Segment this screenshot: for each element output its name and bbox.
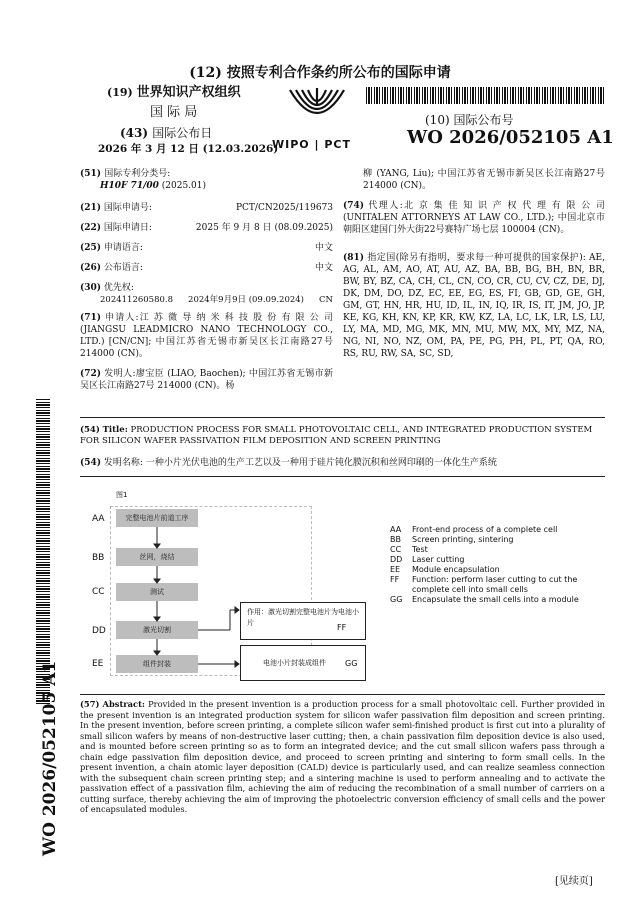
pubdate-block [120,124,212,141]
pubdate-label: 国际公布日 [152,126,213,140]
legend-item: CC Test [390,545,428,554]
field-51: (51) 国际专利分类号: [80,169,171,179]
abstract: (57) Abstract: Provided in the present invention is a production process for a small photovoltaic cell. Further provided in the present invention is an integrated production system for silicon wafer passivation film deposition and screen printing. In the present invention, before screen printing, a complete silicon wafer semi-finished product is first cut into a plurality of small silicon wafers by means of non-destructive laser cutting; then, a chain passivation film deposition device is also used, and is mounted before screen printing so as to form an integrated device; and the cut small silicon wafers pass through a chain edge passivation film deposition device, and proceed to screen printing and sintering to form small cells. In the present invention, a chain atomic layer deposition (CALD) device is particularly used, and can realize seamless connection with the subsequent chain screen printing step; and a sintering machine is used to perform annealing and to activate the passivation effect of a passivation film, achieving the aim of reducing the recombination of a small number of carriers on a cutting surface, thereby achieving the aim of improving the photoelectric conversion efficiency of small cells and the power of encapsulated modules. [80,699,605,814]
field-74: (74) 代理人:北 京 集 佳 知 识 产 权 代 理 有 限 公 司 (UNITALEN ATTORNEYS AT LAW CO., LTD.); 中国北京市朝阳区建国门外大街22号赛特广场七层 100004 (CN)。 [343,201,605,235]
field-72: (72) 发明人:廖宝臣 (LIAO, Baochen); 中国江苏省无锡市新吴区长江南路27号 214000 (CN)。杨 [80,369,333,391]
step-bb-box: 丝网，烧结 [116,548,198,566]
title-top-rule [80,417,605,418]
step-ee-code: EE [92,659,104,669]
wipo-pct-text: WIPO | PCT [272,138,351,151]
document-header-title: (12) 按照专利合作条约所公布的国际申请 [189,65,451,81]
step-cc-box: 测试 [116,583,198,601]
legend-item: BB Screen printing, sintering [390,535,514,544]
priority-row: 202411260580.8 2024年9月9日 (09.09.2024) CN [100,295,333,305]
legend-item: GG Encapsulate the small cells into a module [390,595,579,604]
title-en: (54) Title: PRODUCTION PROCESS FOR SMALL PHOTOVOLTAIC CELL, AND INTEGRATED PRODUCTION SYSTEM FOR SILICON WAFER PASSIVATION FILM DEPOSITION AND SCREEN PRINTING [80,425,593,446]
org-subtitle: 国 际 局 [150,105,198,120]
title-zh: (54) 发明名称: 一种小片光伏电池的生产工艺以及一种用于硅片钝化膜沉积和丝网印刷的一体化生产系统 [80,458,497,468]
legend-item: FF Function: perform laser cutting to cut the [390,575,578,584]
field-25: (25) 申请语言: 中文 [80,243,333,253]
field-72-continued: 柳 (YANG, Liu); 中国江苏省无锡市新吴区长江南路27号 214000 (CN)。 [363,169,605,191]
pubdate-value: 2026 年 3 月 12 日 (12.03.2026) [98,143,279,155]
field-51-value: H10F 71/00 (2025.01) [100,181,207,191]
legend-item: EE Module encapsulation [390,565,500,574]
gg-box [240,645,366,681]
org-code: (19) [107,86,133,99]
legend-item: DD Laser cutting [390,555,465,564]
step-bb-code: BB [92,553,105,563]
title-bottom-rule [80,476,605,477]
pubno-label: 国际公布号 [453,113,514,127]
side-publication-number: WO 2026/052105 A1 [40,660,60,856]
figure-legend [390,525,579,605]
field-71: (71) 申请人:江 苏 微 导 纳 米 科 技 股 份 有 限 公 司 (JIANGSU LEADMICRO NANO TECHNOLOGY CO., LTD.) [CN/CN]; 中国江苏省无锡市新吴区长江南路27号 214000 (CN)。 [80,313,333,359]
wipo-logo-icon [282,84,352,142]
step-aa-box: 完整电池片前道工序 [116,509,198,527]
top-barcode [366,87,604,104]
ff-box [240,602,366,640]
ff-text: 作用：激光切割完整电池片为电池小片 [247,608,359,627]
step-dd-code: DD [92,626,106,636]
org-block [107,86,241,99]
biblio-right-column [343,168,605,360]
legend-item: complete cell into small cells [412,585,528,594]
pubdate-code: (43) [120,126,149,140]
continued-marker: [见续页] [555,876,593,887]
step-ee-box: 组件封装 [116,655,198,673]
step-cc-code: CC [92,587,105,597]
field-21: (21) 国际申请号: PCT/CN2025/119673 [80,203,333,213]
pubno-label-block [425,111,513,128]
pubno-value: WO 2026/052105 A1 [407,127,614,148]
step-dd-box: 激光切割 [116,621,198,639]
field-22: (22) 国际申请日: 2025 年 9 月 8 日 (08.09.2025) [80,223,333,233]
pubno-code: (10) [425,113,450,127]
legend-item: AA Front-end process of a complete cell [390,525,558,534]
step-aa-code: AA [92,514,105,524]
biblio-left-column [80,168,333,392]
field-26: (26) 公布语言: 中文 [80,263,333,273]
org-name: 世界知识产权组织 [136,85,241,100]
abstract-top-rule [80,694,605,695]
field-81: (81) 指定国(除另有指明，要求每一种可提供的国家保护): AE, AG, AL, AM, AO, AT, AU, AZ, BA, BB, BG, BH, BN, BR, BW, BY, BZ, CA, CH, CL, CN, CO, CR, CU, CV, CZ, DE, DJ, DK, DM, DO, DZ, EC, EE, EG, ES, FI, GB, GD, GE, GH, GM, GT, HN, HR, HU, ID, IL, IN, IQ, IR, IS, IT, JM, JO, JP, KE, KG, KH, KN, KP, KR, KW, KZ, LA, LC, LK, LR, LS, LU, LY, MA, MD, MG, MK, MN, MU, MW, MX, MY, MZ, NA, NG, NI, NO, NZ, OM, PA, PE, PG, PH, PL, PT, QA, RO, RS, RU, RW, SA, SC, SD, [343,253,605,359]
field-30: (30) 优先权: [80,283,134,293]
gg-text: 电池小片封装成组件 [263,659,326,667]
gg-code: GG [345,659,358,668]
figure-label: 图1 [116,491,128,499]
ff-code: FF [337,623,347,632]
